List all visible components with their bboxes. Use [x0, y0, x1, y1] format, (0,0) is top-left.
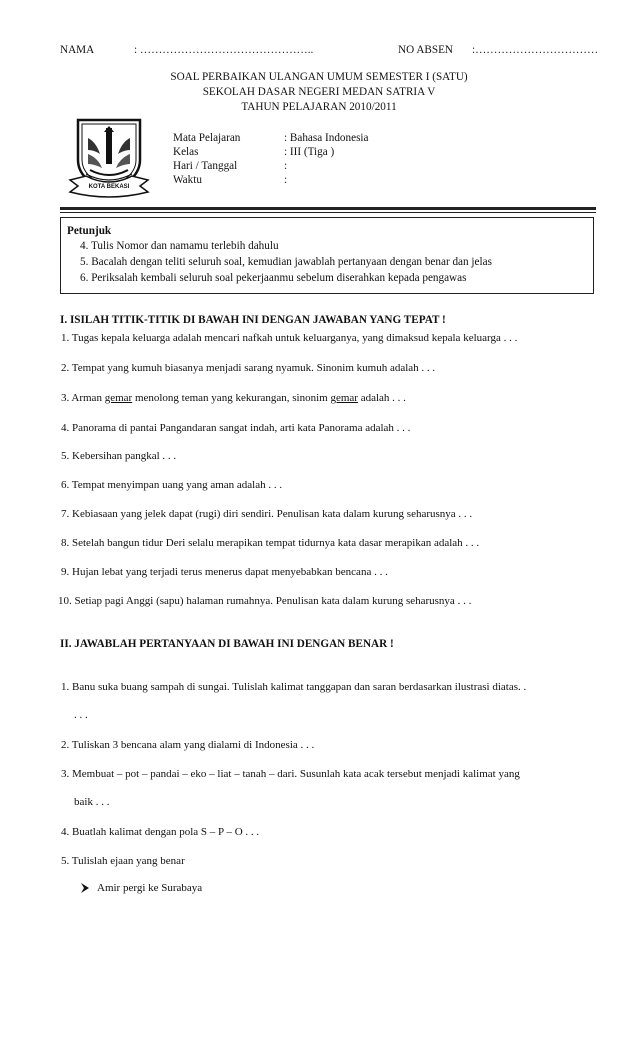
question-2-5: 5. Tulislah ejaan yang benar — [61, 855, 185, 867]
info-label-class: Kelas — [173, 146, 199, 158]
absen-label: NO ABSEN — [398, 44, 454, 56]
exam-title: SOAL PERBAIKAN ULANGAN UMUM SEMESTER I (SATU) — [170, 71, 468, 83]
info-label-date: Hari / Tanggal — [173, 160, 238, 172]
header-divider-thin — [60, 212, 596, 213]
question-2-1: 1. Banu suka buang sampah di sungai. Tulislah kalimat tanggapan dan saran berdasarkan ilustrasi diatas. . — [61, 681, 527, 693]
question-1-4: 4. Panorama di pantai Pangandaran sangat indah, arti kata Panorama adalah . . . — [61, 422, 411, 434]
section-2-title: II. JAWABLAH PERTANYAAN DI BAWAH INI DENGAN BENAR ! — [60, 638, 394, 650]
info-value-time: : — [284, 174, 288, 186]
q3-underlined-word: gemar — [104, 392, 133, 404]
question-1-2: 2. Tempat yang kumuh biasanya menjadi sarang nyamuk. Sinonim kumuh adalah . . . — [61, 362, 436, 374]
question-2-3-continued: baik . . . — [74, 796, 110, 808]
info-value-class: : III (Tiga ) — [284, 146, 335, 158]
school-name: SEKOLAH DASAR NEGERI MEDAN SATRIA V — [202, 86, 436, 98]
academic-year: TAHUN PELAJARAN 2010/2011 — [241, 101, 397, 113]
instruction-item: 6. Periksalah kembali seluruh soal pekerjaanmu sebelum diserahkan kepada pengawas — [80, 272, 467, 284]
question-2-1-continued: . . . — [74, 709, 88, 721]
question-1-5: 5. Kebersihan pangkal . . . — [61, 450, 177, 462]
q3-part: menolong teman yang kekurangan, sinonim — [132, 392, 331, 404]
instructions-title: Petunjuk — [67, 225, 112, 237]
q3-underlined-word: gemar — [330, 392, 358, 404]
question-1-7: 7. Kebiasaan yang jelek dapat (rugi) diri sendiri. Penulisan kata dalam kurung seharusnya . . . — [61, 508, 473, 520]
question-2-4: 4. Buatlah kalimat dengan pola S – P – O . . . — [61, 826, 260, 838]
question-2-5-item: Amir pergi ke Surabaya — [97, 882, 203, 894]
kota-bekasi-emblem-icon — [66, 114, 152, 200]
question-2-2: 2. Tuliskan 3 bencana alam yang dialami di Indonesia . . . — [61, 739, 315, 751]
nama-blank: : ……………………………………….. — [134, 44, 314, 56]
arrow-bullet-icon — [80, 882, 90, 897]
question-1-8: 8. Setelah bangun tidur Deri selalu merapikan tempat tidurnya kata dasar merapikan adalah . . . — [61, 537, 480, 549]
section-1-title: I. ISILAH TITIK-TITIK DI BAWAH INI DENGAN JAWABAN YANG TEPAT ! — [60, 314, 446, 326]
absen-blank: :…………………………… — [472, 44, 599, 56]
question-2-3: 3. Membuat – pot – pandai – eko – liat – tanah – dari. Susunlah kata acak tersebut menjadi kalimat yang — [61, 768, 520, 780]
info-value-subject: : Bahasa Indonesia — [284, 132, 369, 144]
question-1-3 — [61, 392, 406, 404]
nama-label: NAMA — [60, 44, 95, 56]
info-label-time: Waktu — [173, 174, 202, 186]
instruction-item: 5. Bacalah dengan teliti seluruh soal, kemudian jawablah pertanyaan dengan benar dan jelas — [80, 256, 492, 268]
q3-part: 3. Arman — [61, 392, 105, 404]
logo-ribbon-text: KOTA BEKASI — [88, 184, 130, 190]
info-label-subject: Mata Pelajaran — [173, 132, 241, 144]
question-1-9: 9. Hujan lebat yang terjadi terus menerus dapat menyebabkan bencana . . . — [61, 566, 388, 578]
question-1-10: 10. Setiap pagi Anggi (sapu) halaman rumahnya. Penulisan kata dalam kurung seharusnya . . . — [58, 595, 472, 607]
question-1-1: 1. Tugas kepala keluarga adalah mencari nafkah untuk keluarganya, yang dimaksud kepala keluarga . . . — [61, 332, 518, 344]
q3-part: adalah . . . — [357, 392, 406, 404]
instruction-item: 4. Tulis Nomor dan namamu terlebih dahulu — [80, 240, 279, 252]
header-divider-thick — [60, 207, 596, 210]
question-1-6: 6. Tempat menyimpan uang yang aman adalah . . . — [61, 479, 283, 491]
info-value-date: : — [284, 160, 288, 172]
